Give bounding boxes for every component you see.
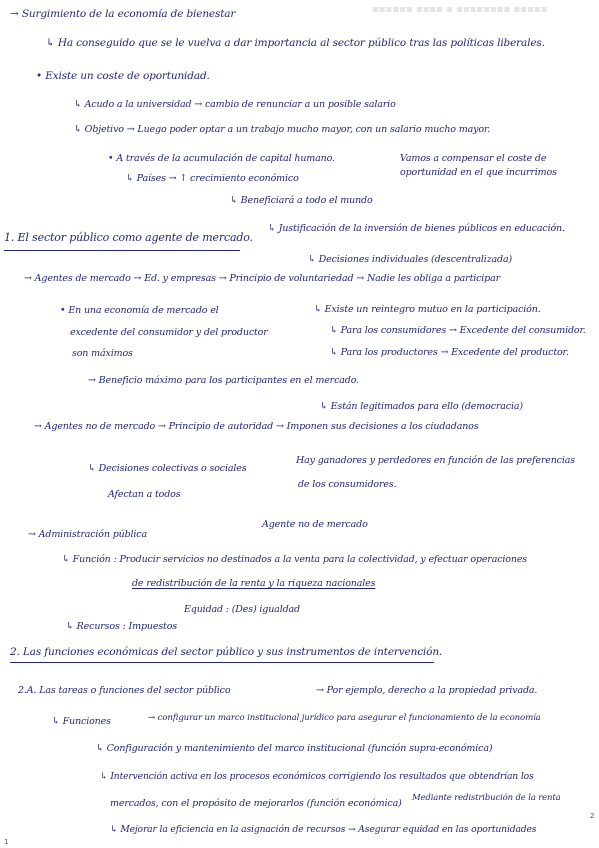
note-line: ↳ Acudo a la universidad → cambio de renunciar a un posible salario <box>74 99 396 110</box>
note-line: → Por ejemplo, derecho a la propiedad privada. <box>316 685 538 696</box>
note-line: → configurar un marco institucional jurídico para asegurar el funcionamiento de la economía <box>148 713 541 723</box>
note-line: ↳ Países → ↑ crecimiento económico <box>126 173 299 184</box>
note-line: • A través de la acumulación de capital humano. <box>108 153 335 164</box>
note-line: Mediante redistribución de la renta <box>412 793 561 803</box>
note-line: • Existe un coste de oportunidad. <box>36 70 210 82</box>
note-line: ↳ Para los consumidores → Excedente del consumidor. <box>330 325 586 336</box>
section-heading: 2. Las funciones económicas del sector público y sus instrumentos de intervención. <box>10 646 443 658</box>
note-line: → Surgimiento de la economía de bienestar <box>10 8 236 20</box>
note-line: ↳ Intervención activa en los procesos económicos corrigiendo los resultados que obtendrían los <box>100 771 534 782</box>
note-line: Vamos a compensar el coste de <box>400 153 547 164</box>
subsection-heading: 2.A. Las tareas o funciones del sector público <box>18 685 231 696</box>
note-line: Equidad : (Des) igualdad <box>184 604 300 615</box>
note-line: ↳ Para los productores → Excedente del productor. <box>330 347 569 358</box>
note-line: ↳ Decisiones individuales (descentralizada) <box>308 254 513 265</box>
bleed-through-text: ▪▪▪▪▪▪ ▪▪▪▪ ▪ ▪▪▪▪▪▪▪▪ ▪▪▪▪▪ <box>372 4 548 15</box>
note-line: Agente no de mercado <box>262 519 368 530</box>
note-line: ↳ Función : Producir servicios no destinados a la venta para la colectividad, y efectuar operaciones <box>62 554 528 565</box>
page-number: 1 <box>4 838 9 846</box>
note-line: Hay ganadores y perdedores en función de las preferencias <box>296 455 575 466</box>
note-line: ↳ Beneficiará a todo el mundo <box>230 195 373 206</box>
note-line: excedente del consumidor y del productor <box>70 327 268 338</box>
note-line: ↳ Funciones <box>52 716 111 727</box>
note-line: • En una economía de mercado el <box>60 305 219 316</box>
note-line: ↳ Configuración y mantenimiento del marco institucional (función supra-económica) <box>96 743 493 754</box>
note-line: ↳ Ha conseguido que se le vuelva a dar importancia al sector público tras las políticas liberales. <box>46 37 545 49</box>
heading-underline <box>4 250 240 251</box>
note-line: ↳ Mejorar la eficiencia en la asignación de recursos → Asegurar equidad en las oportunidades <box>110 824 537 835</box>
note-line: ↳ Decisiones colectivas o sociales <box>88 463 247 474</box>
note-line: → Beneficio máximo para los participantes en el mercado. <box>88 375 359 386</box>
note-line: → Agentes no de mercado → Principio de autoridad → Imponen sus decisiones a los ciudadanos <box>34 421 479 432</box>
note-line: ↳ Existe un reintegro mutuo en la participación. <box>314 304 541 315</box>
note-line: ↳ Objetivo → Luego poder optar a un trabajo mucho mayor, con un salario mucho mayor. <box>74 124 491 135</box>
note-line: ↳ Recursos : Impuestos <box>66 621 178 632</box>
note-line: son máximos <box>72 348 133 359</box>
note-line: ↳ Están legitimados para ello (democracia) <box>320 401 523 412</box>
page-number: 2 <box>590 812 595 820</box>
note-line: Afectan a todos <box>108 489 181 500</box>
note-line: → Agentes de mercado → Ed. y empresas → Principio de voluntariedad → Nadie les obliga a participar <box>24 273 501 284</box>
note-line: → Administración pública <box>28 529 147 540</box>
section-heading: 1. El sector público como agente de mercado. <box>4 231 253 244</box>
note-line: oportunidad en el que incurrimos <box>400 167 557 178</box>
note-line: de los consumidores. <box>298 479 397 490</box>
note-line: ↳ Justificación de la inversión de bienes públicos en educación. <box>268 223 565 234</box>
note-line: de redistribución de la renta y la riqueza nacionales <box>132 578 376 589</box>
note-line: mercados, con el propósito de mejorarlos (función económica) <box>110 798 402 809</box>
heading-underline <box>10 662 434 663</box>
